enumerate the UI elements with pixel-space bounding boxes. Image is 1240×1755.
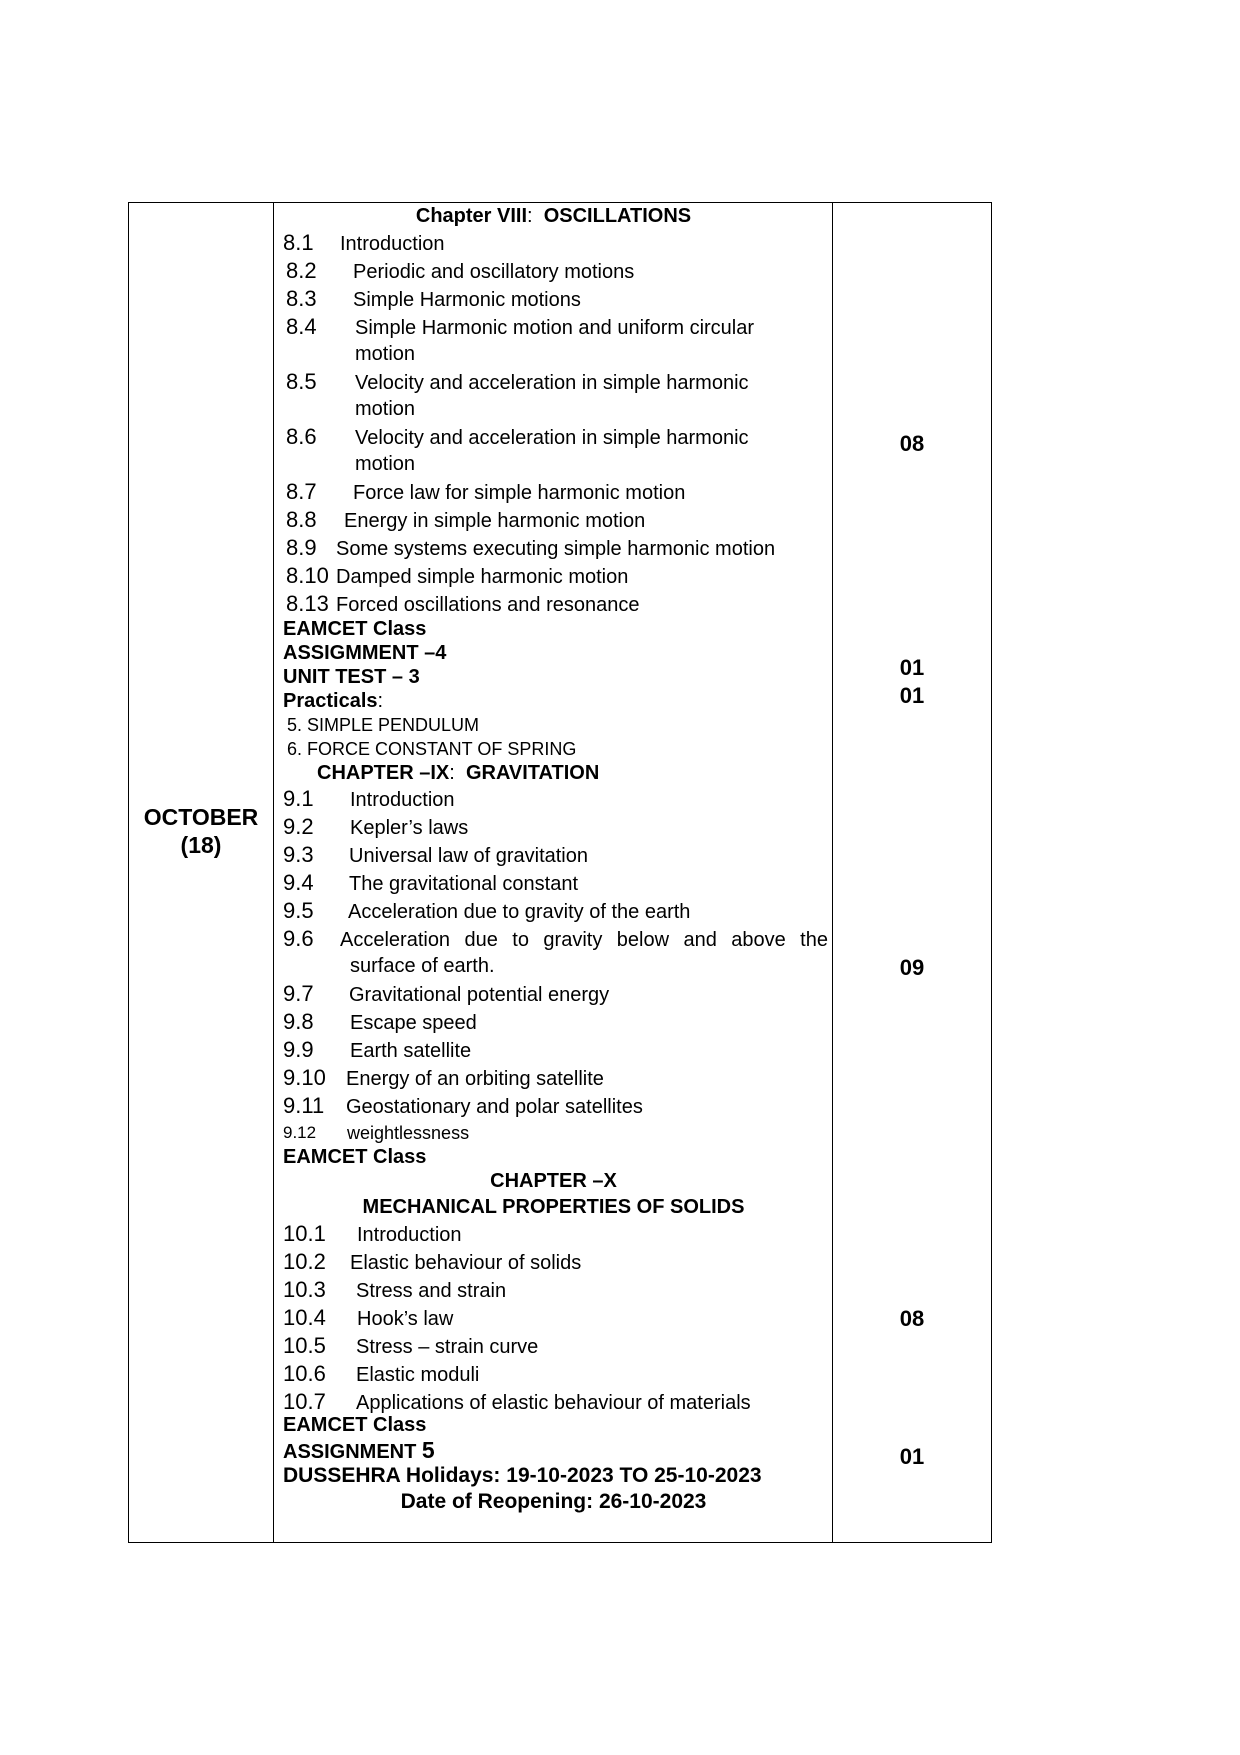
topic-text: Acceleration due to gravity of the earth (348, 901, 691, 923)
topic-text: Velocity and acceleration in simple harmonic (355, 427, 749, 449)
periods-ch10-extra: 01 (899, 1444, 925, 1469)
topic-text: Simple Harmonic motions (353, 289, 581, 311)
topic-text: Stress and strain (356, 1280, 507, 1302)
topic-text: Stress – strain curve (356, 1336, 539, 1358)
eamcet-class-label: EAMCET Class (283, 1414, 427, 1436)
topic-text: Introduction (350, 789, 455, 811)
topic-text: Damped simple harmonic motion (336, 566, 629, 588)
topic-number: 8.2 (286, 258, 317, 283)
practical-item: 6. FORCE CONSTANT OF SPRING (287, 739, 577, 759)
topic-number: 9.5 (283, 898, 314, 923)
topic-number: 8.3 (286, 286, 317, 311)
topic-number: 8.1 (283, 230, 314, 255)
topic-number: 9.3 (283, 842, 314, 867)
topic-text: Simple Harmonic motion and uniform circular (355, 317, 755, 339)
topic-number: 10.7 (283, 1389, 326, 1414)
topic-number: 9.7 (283, 981, 314, 1006)
topic-text-continued: motion (355, 398, 416, 420)
topic-number: 10.5 (283, 1333, 326, 1358)
assignment-label: ASSIGNMENT 5 (283, 1437, 435, 1463)
topic-number: 8.4 (286, 314, 317, 339)
chapter-10-title: CHAPTER –X (490, 1170, 617, 1192)
chapter-10-subtitle: MECHANICAL PROPERTIES OF SOLIDS (362, 1196, 745, 1218)
topic-text: Periodic and oscillatory motions (353, 261, 635, 283)
topic-text: Introduction (357, 1224, 462, 1246)
topic-text: Energy in simple harmonic motion (344, 510, 646, 532)
topic-text-continued: surface of earth. (350, 955, 495, 977)
topic-text: Velocity and acceleration in simple harmonic (355, 372, 749, 394)
topic-number: 10.2 (283, 1249, 326, 1274)
periods-unit-test: 01 (899, 683, 925, 708)
topic-number: 8.5 (286, 369, 317, 394)
topic-number: 9.4 (283, 870, 314, 895)
chapter-8-title: Chapter VIII: OSCILLATIONS (415, 205, 692, 227)
topic-text: Elastic moduli (356, 1364, 480, 1386)
topic-number: 9.8 (283, 1009, 314, 1034)
topic-number: 9.9 (283, 1037, 314, 1062)
topic-number: 10.3 (283, 1277, 326, 1302)
topic-text: The gravitational constant (349, 873, 579, 895)
topic-text: Earth satellite (350, 1040, 472, 1062)
periods-ch9: 09 (899, 955, 925, 980)
topic-number: 8.8 (286, 507, 317, 532)
topic-number: 10.1 (283, 1221, 326, 1246)
topic-number: 9.12 (283, 1123, 317, 1142)
topic-number: 8.13 (286, 591, 329, 616)
practical-item: 5. SIMPLE PENDULUM (287, 715, 480, 735)
topic-text: Escape speed (350, 1012, 477, 1034)
topic-number: 9.2 (283, 814, 314, 839)
topic-text: Kepler’s laws (350, 817, 469, 839)
column-divider (832, 203, 833, 1542)
topic-number: 8.10 (286, 563, 329, 588)
topic-text-continued: motion (355, 453, 416, 475)
eamcet-class-label: EAMCET Class (283, 1146, 427, 1168)
unit-test-label: UNIT TEST – 3 (283, 666, 420, 688)
holidays-note: DUSSEHRA Holidays: 19-10-2023 TO 25-10-2023 (283, 1464, 762, 1487)
topic-text: Acceleration due to gravity below and above the (340, 929, 828, 951)
topic-number: 8.7 (286, 479, 317, 504)
assignment-label: ASSIGMMENT –4 (283, 642, 447, 664)
topic-number: 10.6 (283, 1361, 326, 1386)
eamcet-class-label: EAMCET Class (283, 618, 427, 640)
topic-text: Some systems executing simple harmonic motion (336, 538, 776, 560)
periods-assignment: 01 (899, 655, 925, 680)
topic-text: Elastic behaviour of solids (350, 1252, 582, 1274)
periods-ch8: 08 (899, 431, 925, 456)
topic-number: 9.10 (283, 1065, 326, 1090)
topic-text: Gravitational potential energy (349, 984, 610, 1006)
topic-number: 8.6 (286, 424, 317, 449)
chapter-9-title: CHAPTER –IX: GRAVITATION (317, 762, 600, 784)
topic-text: Force law for simple harmonic motion (353, 482, 686, 504)
topic-number: 9.11 (283, 1093, 325, 1118)
reopening-date: Date of Reopening: 26-10-2023 (400, 1490, 707, 1513)
topic-text: weightlessness (347, 1123, 470, 1143)
topic-text-continued: motion (355, 343, 416, 365)
topic-text: Applications of elastic behaviour of materials (356, 1392, 751, 1414)
schedule-table (128, 202, 992, 1543)
topic-text: Hook’s law (357, 1308, 454, 1330)
topic-number: 8.9 (286, 535, 317, 560)
column-divider (273, 203, 274, 1542)
month-name: OCTOBER (143, 804, 259, 830)
topic-text: Energy of an orbiting satellite (346, 1068, 604, 1090)
topic-number: 9.1 (283, 786, 314, 811)
periods-ch10: 08 (899, 1306, 925, 1331)
month-count: (18) (180, 832, 222, 858)
topic-text: Geostationary and polar satellites (346, 1096, 643, 1118)
topic-text: Universal law of gravitation (349, 845, 588, 867)
topic-number: 10.4 (283, 1305, 326, 1330)
practicals-label: Practicals: (283, 690, 384, 712)
topic-text: Introduction (340, 233, 445, 255)
topic-text: Forced oscillations and resonance (336, 594, 640, 616)
topic-number: 9.6 (283, 926, 314, 951)
